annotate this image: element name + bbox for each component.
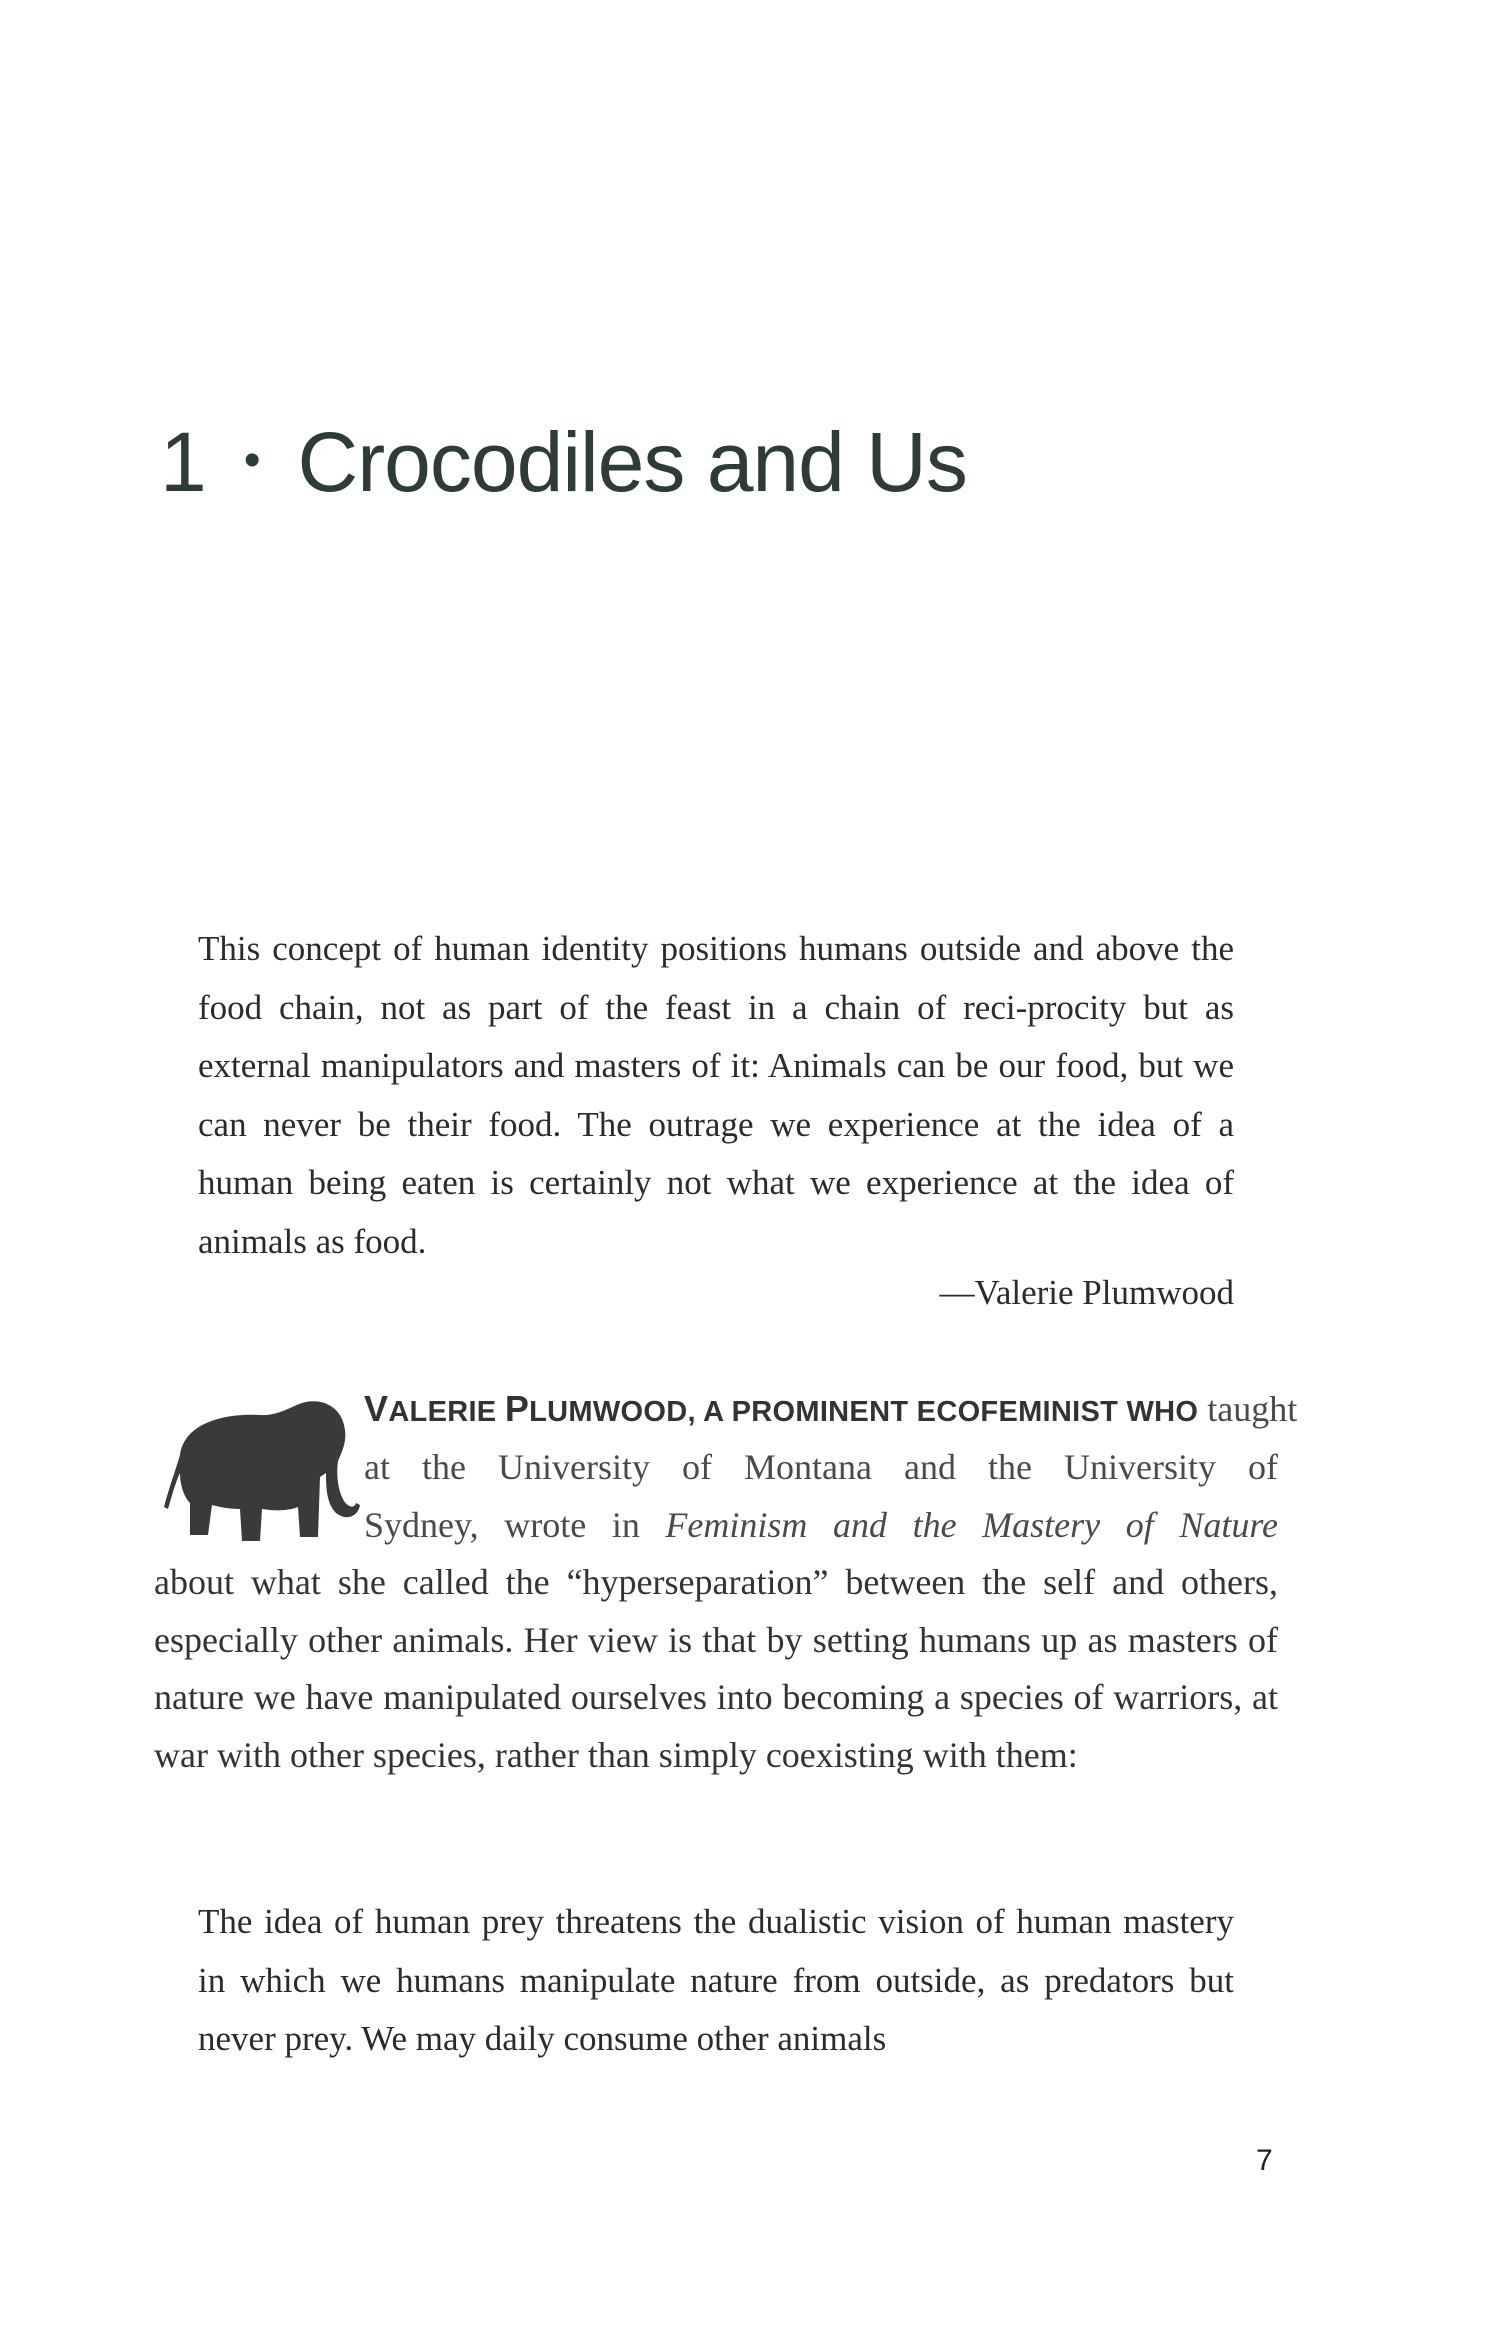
- block-quote: [198, 1893, 1234, 2069]
- chapter-separator: •: [243, 433, 260, 487]
- book-title: Feminism and the Mastery of Nature: [665, 1505, 1278, 1545]
- chapter-number: 1: [160, 415, 206, 509]
- chapter-title: Crocodiles and Us: [297, 415, 967, 509]
- block-quote-text: The idea of human prey threatens the dualistic vision of human mastery in which we humans manipulate nature from outside, as predators but never prey. We may daily consume other animals: [198, 1902, 1234, 2058]
- chapter-heading: [160, 415, 967, 509]
- opening-line-1-tail: taught: [1207, 1389, 1298, 1429]
- opening-line-1: [364, 1380, 1298, 1438]
- opening-line-2: at the University of Montana and the University of: [364, 1447, 1278, 1487]
- opening-lead-lines: [364, 1380, 1298, 1554]
- body-paragraph: [154, 1554, 1278, 1784]
- epigraph: [198, 920, 1234, 1271]
- opening-line-3: Sydney, wrote in Feminism and the Mastery of Nature: [364, 1505, 1278, 1545]
- lead-in-smallcaps: VALERIE PLUMWOOD, A PROMINENT ECOFEMINIST WHO: [364, 1388, 1199, 1429]
- epigraph-attribution: —Valerie Plumwood: [939, 1273, 1234, 1312]
- epigraph-text: This concept of human identity positions humans outside and above the food chain, not as part of the feast in a chain of reci-procity but as external manipulators and masters of it: Animals can be our food, but we can never be their food. The outrage we experience at the idea of a human being eaten is certainly not what we experience at the idea of animals as food.: [198, 929, 1234, 1261]
- body-paragraph-text: about what she called the “hyperseparation” between the self and others, especially other animals. Her view is that by setting humans up as masters of nature we have manipulated ourselves into becoming a species of warriors, at war with other species, rather than simply coexisting with them:: [154, 1562, 1278, 1775]
- page-number: 7: [1256, 2144, 1273, 2177]
- elephant-icon: [150, 1385, 360, 1565]
